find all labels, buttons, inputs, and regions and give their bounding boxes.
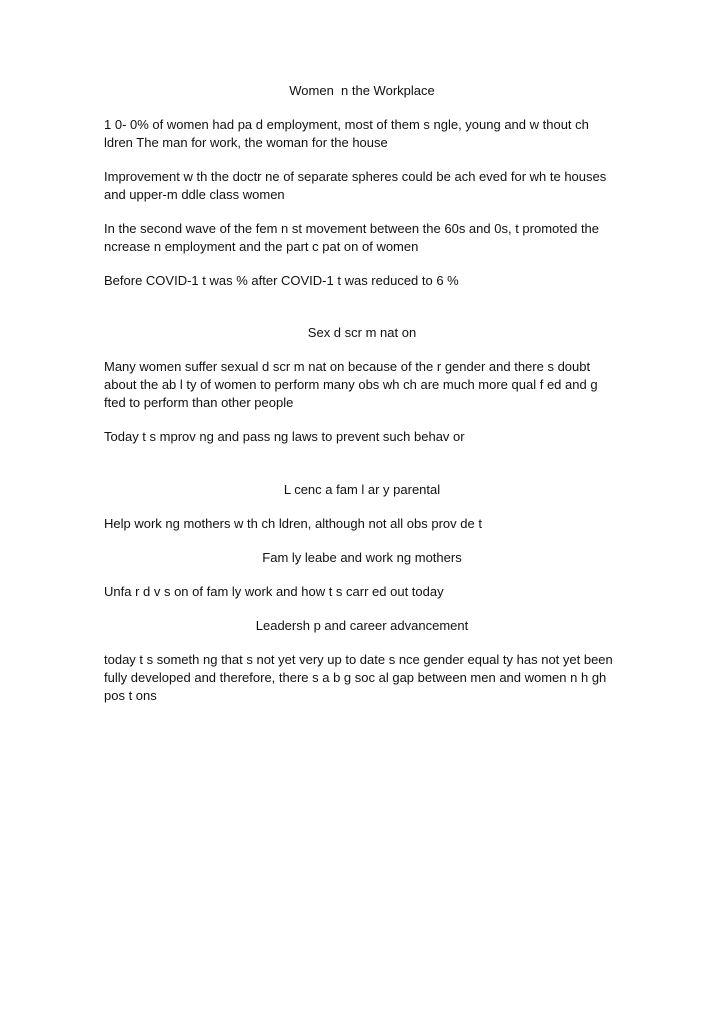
- paragraph-employment-history: 1 0- 0% of women had pa d employment, most of them s ngle, young and w thout ch ldren The man for work, the woman for the house: [104, 117, 589, 150]
- document-title: Women n the Workplace: [289, 83, 435, 98]
- section-heading-family-leave: Fam ly leabe and work ng mothers: [262, 550, 462, 565]
- paragraph-leadership: today t s someth ng that s not yet very up to date s nce gender equal ty has not yet been fully developed and therefore, there s a b g soc al gap between men and women n h gh pos t ons: [104, 652, 613, 703]
- paragraph-discrimination: Many women suffer sexual d scr m nat on because of the r gender and there s doubt about the ab l ty of women to perform many obs wh ch are much more qual f ed and g fted to perform than other people: [104, 359, 598, 410]
- paragraph-family-work: Unfa r d v s on of fam ly work and how t s carr ed out today: [104, 584, 444, 599]
- paragraph-covid: Before COVID-1 t was % after COVID-1 t was reduced to 6 %: [104, 273, 459, 288]
- document-body: [104, 82, 620, 705]
- paragraph-second-wave: In the second wave of the fem n st movement between the 60s and 0s, t promoted the ncrease n employment and the part c pat on of women: [104, 221, 600, 254]
- paragraph-laws: Today t s mprov ng and pass ng laws to prevent such behav or: [104, 429, 465, 444]
- section-heading-discrimination: Sex d scr m nat on: [307, 325, 417, 340]
- paragraph-working-mothers: Help work ng mothers w th ch ldren, although not all obs prov de t: [104, 516, 482, 531]
- paragraph-separate-spheres: Improvement w th the doctr ne of separate spheres could be ach eved for wh te houses and upper-m ddle class women: [104, 169, 607, 202]
- section-heading-parental-leave: L cenc a fam l ar y parental: [283, 482, 441, 497]
- section-heading-leadership: Leadersh p and career advancement: [255, 618, 469, 633]
